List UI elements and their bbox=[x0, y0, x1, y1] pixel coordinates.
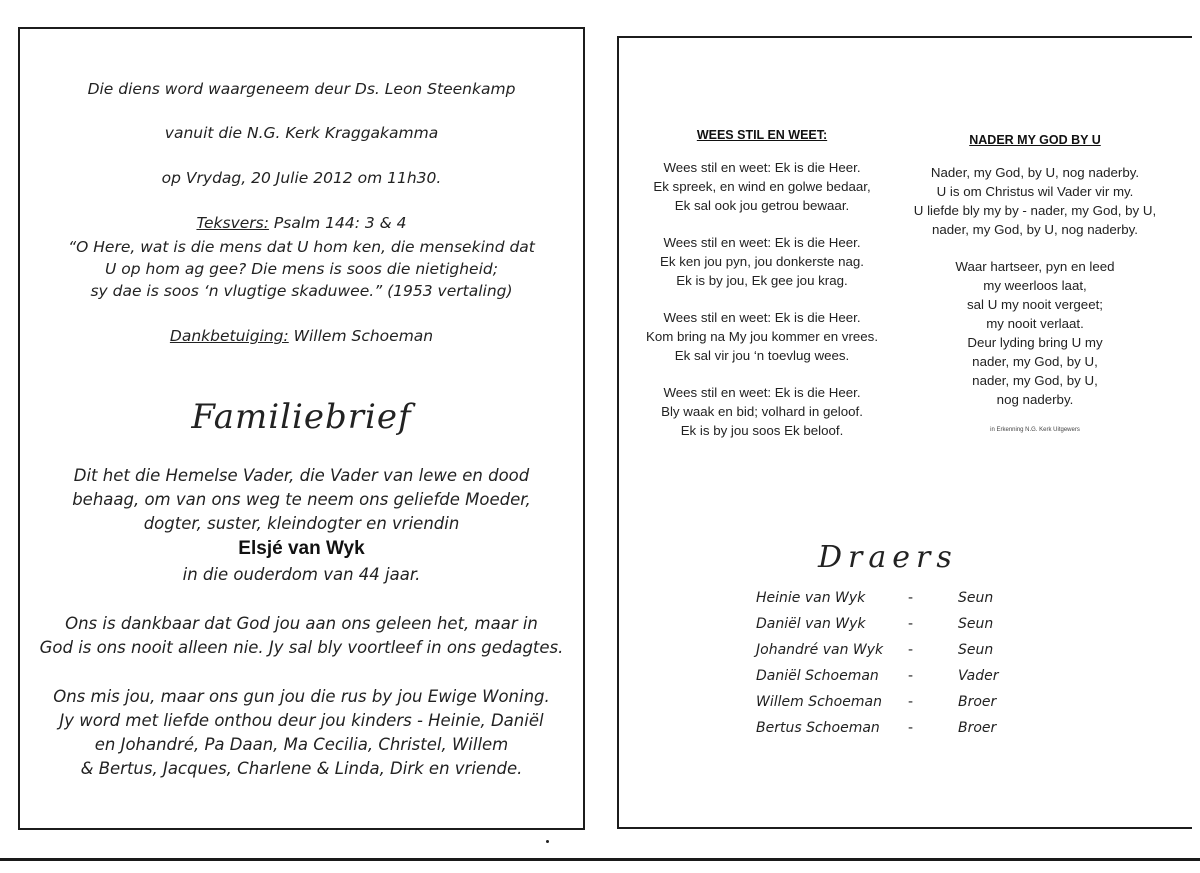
hymn-credit: in Erkenning N.G. Kerk Uitgewers bbox=[990, 427, 1080, 433]
text-verse bbox=[20, 214, 583, 232]
bearer-row bbox=[750, 694, 1050, 718]
bearers-heading: Draers bbox=[818, 540, 958, 575]
bearer-dash: - bbox=[908, 720, 914, 736]
verse-line: “O Here, wat is die mens dat U hom ken, die mensekind dat bbox=[68, 238, 535, 256]
acknowledgement bbox=[20, 327, 583, 345]
bearer-relation: Broer bbox=[958, 720, 997, 736]
bearer-relation: Vader bbox=[958, 668, 999, 684]
hymn-line: Ek is by jou, Ek gee jou krag. bbox=[676, 273, 848, 288]
bearer-relation: Seun bbox=[958, 642, 994, 658]
hymn-line: U liefde bly my by - nader, my God, by U, bbox=[913, 203, 1157, 218]
bearer-name: Daniël van Wyk bbox=[756, 616, 866, 632]
hymn-line: nader, my God, by U, bbox=[972, 354, 1098, 369]
paragraph-line: Ons is dankbaar dat God jou aan ons geleen het, maar in bbox=[65, 614, 538, 633]
acknowledgement-name: Willem Schoeman bbox=[288, 327, 434, 345]
hymn-line: Wees stil en weet: Ek is die Heer. bbox=[663, 310, 861, 325]
bearer-name: Johandré van Wyk bbox=[756, 642, 884, 658]
paragraph-line: & Bertus, Jacques, Charlene & Linda, Dirk en vriende. bbox=[80, 759, 523, 778]
letter-line: behaag, om van ons weg te neem ons geliefde Moeder, bbox=[72, 490, 531, 509]
letter-line: Dit het die Hemelse Vader, die Vader van lewe en dood bbox=[73, 466, 530, 485]
bearer-name: Heinie van Wyk bbox=[756, 590, 866, 606]
hymn-line: nader, my God, by U, bbox=[972, 373, 1098, 388]
hymn-stanza bbox=[632, 233, 892, 290]
hymn-line: Bly waak en bid; volhard in geloof. bbox=[661, 404, 863, 419]
hymn-line: Nader, my God, by U, nog naderby. bbox=[930, 165, 1140, 180]
hymn-line: U is om Christus wil Vader vir my. bbox=[936, 184, 1134, 199]
hymn-line: Ek sal ook jou getrou bewaar. bbox=[674, 198, 850, 213]
hymn-line: my weerloos laat, bbox=[983, 278, 1087, 293]
bearer-dash: - bbox=[908, 590, 914, 606]
bearer-dash: - bbox=[908, 616, 914, 632]
bearer-relation: Broer bbox=[958, 694, 997, 710]
bearer-row bbox=[750, 590, 1050, 614]
bearer-name: Bertus Schoeman bbox=[756, 720, 880, 736]
paragraph-line: God is ons nooit alleen nie. Jy sal bly voortleef in ons gedagtes. bbox=[39, 638, 564, 657]
bearer-dash: - bbox=[908, 642, 914, 658]
bearer-name: Daniël Schoeman bbox=[756, 668, 879, 684]
hymn-line: nog naderby. bbox=[996, 392, 1074, 407]
scan-edge-line bbox=[0, 858, 1200, 861]
hymn-nader-my-god bbox=[905, 133, 1165, 433]
bearer-row bbox=[750, 720, 1050, 744]
hymn-line: Ek spreek, en wind en golwe bedaar, bbox=[653, 179, 871, 194]
hymn-stanza bbox=[905, 163, 1165, 239]
hymn-title: NADER MY GOD BY U bbox=[969, 133, 1101, 147]
text-verse-label: Teksvers: bbox=[196, 214, 269, 232]
bearer-row bbox=[750, 668, 1050, 692]
letter-line: dogter, suster, kleindogter en vriendin bbox=[143, 514, 460, 533]
paragraph-line: Ons mis jou, maar ons gun jou die rus by jou Ewige Woning. bbox=[53, 687, 550, 706]
bearer-relation: Seun bbox=[958, 616, 994, 632]
paragraph-line: Jy word met liefde onthou deur jou kinders - Heinie, Daniël bbox=[59, 711, 544, 730]
bearer-dash: - bbox=[908, 694, 914, 710]
acknowledgement-label: Dankbetuiging: bbox=[169, 327, 289, 345]
hymn-line: Deur lyding bring U my bbox=[967, 335, 1103, 350]
verse-line: sy dae is soos ‘n vlugtige skaduwee.” (1953 vertaling) bbox=[90, 282, 513, 300]
hymn-line: Ek is by jou soos Ek beloof. bbox=[680, 423, 844, 438]
hymn-stanza bbox=[632, 158, 892, 215]
text-verse-reference: Psalm 144: 3 & 4 bbox=[268, 214, 407, 232]
hymn-line: Wees stil en weet: Ek is die Heer. bbox=[663, 160, 861, 175]
hymn-line: my nooit verlaat. bbox=[986, 316, 1084, 331]
hymn-wees-stil bbox=[632, 128, 892, 458]
hymn-line: sal U my nooit vergeet; bbox=[967, 297, 1103, 312]
bearer-relation: Seun bbox=[958, 590, 994, 606]
bearer-name: Willem Schoeman bbox=[756, 694, 882, 710]
hymn-line: Ek ken jou pyn, jou donkerste nag. bbox=[659, 254, 865, 269]
hymn-line: Wees stil en weet: Ek is die Heer. bbox=[663, 385, 861, 400]
bearer-row bbox=[750, 616, 1050, 640]
verse-line: U op hom ag gee? Die mens is soos die nietigheid; bbox=[105, 260, 498, 278]
hymn-stanza bbox=[905, 257, 1165, 409]
hymn-line: Waar hartseer, pyn en leed bbox=[955, 259, 1115, 274]
bearer-row bbox=[750, 642, 1050, 666]
left-page bbox=[18, 27, 585, 830]
hymn-line: nader, my God, by U, nog naderby. bbox=[932, 222, 1138, 237]
paragraph-line: en Johandré, Pa Daan, Ma Cecilia, Christel, Willem bbox=[94, 735, 509, 754]
hymn-line: Kom bring na My jou kommer en vrees. bbox=[645, 329, 879, 344]
family-letter-heading: Familiebrief bbox=[191, 397, 412, 437]
hymn-stanza bbox=[632, 383, 892, 440]
deceased-name: Elsjé van Wyk bbox=[238, 538, 365, 559]
hymn-line: Ek sal vir jou ‘n toevlug wees. bbox=[674, 348, 850, 363]
bearer-dash: - bbox=[908, 668, 914, 684]
hymn-title: WEES STIL EN WEET: bbox=[696, 128, 828, 142]
service-officiant: Die diens word waargeneem deur Ds. Leon Steenkamp bbox=[87, 80, 516, 98]
hymn-stanza bbox=[632, 308, 892, 365]
hymn-line: Wees stil en weet: Ek is die Heer. bbox=[663, 235, 861, 250]
scan-speck bbox=[546, 840, 549, 843]
age-line: in die ouderdom van 44 jaar. bbox=[182, 565, 421, 584]
service-church: vanuit die N.G. Kerk Kraggakamma bbox=[164, 124, 439, 142]
service-date: op Vrydag, 20 Julie 2012 om 11h30. bbox=[161, 169, 442, 187]
